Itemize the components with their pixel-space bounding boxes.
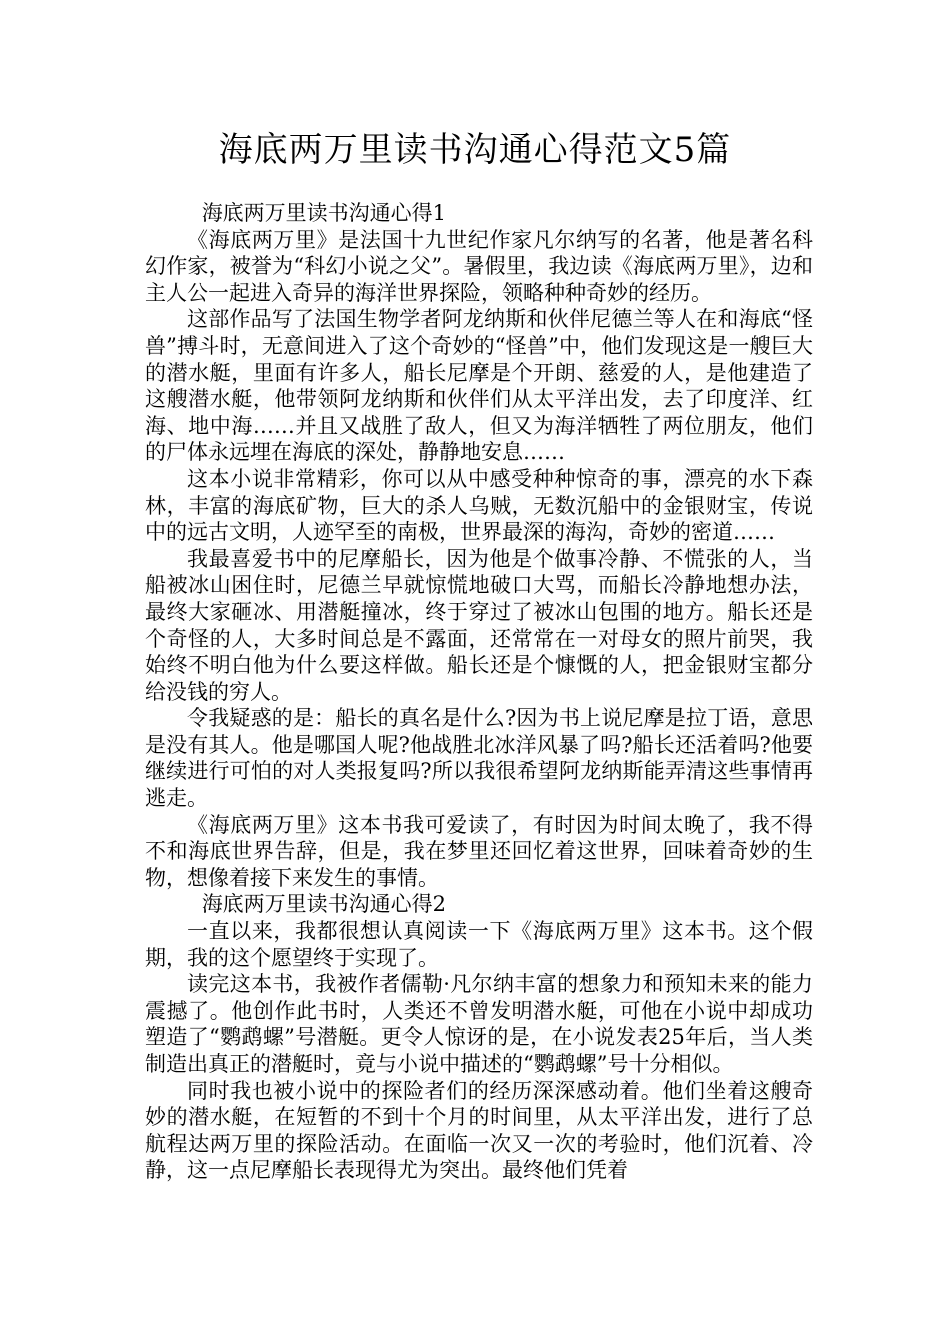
document-body	[145, 200, 813, 1184]
paragraph: 一直以来，我都很想认真阅读一下《海底两万里》这本书。这个假期，我的这个愿望终于实现了。	[145, 919, 813, 970]
paragraph: 《海底两万里》是法国十九世纪作家凡尔纳写的名著，他是著名科幻作家，被誉为“科幻小说之父”。暑假里，我边读《海底两万里》，边和主人公一起进入奇异的海洋世界探险，领略种种奇妙的经历。	[145, 227, 813, 305]
paragraph: 我最喜爱书中的尼摩船长，因为他是个做事冷静、不慌张的人，当船被冰山困住时，尼德兰早就惊慌地破口大骂，而船长冷静地想办法，最终大家砸冰、用潜艇撞冰，终于穿过了被冰山包围的地方。船长还是个奇怪的人，大多时间总是不露面，还常常在一对母女的照片前哭，我始终不明白他为什么要这样做。船长还是个慷慨的人，把金银财宝都分给没钱的穷人。	[145, 546, 813, 704]
document-title: 海底两万里读书沟通心得范文5篇	[218, 130, 732, 170]
paragraph: 令我疑惑的是：船长的真名是什么?因为书上说尼摩是拉丁语，意思是没有其人。他是哪国人呢?他战胜北冰洋风暴了吗?船长还活着吗?他要继续进行可怕的对人类报复吗?所以我很希望阿龙纳斯能弄清这些事情再逃走。	[145, 706, 813, 811]
paragraph: 《海底两万里》这本书我可爱读了，有时因为时间太晚了，我不得不和海底世界告辞，但是，我在梦里还回忆着这世界，回味着奇妙的生物，想像着接下来发生的事情。	[145, 812, 813, 890]
paragraph: 读完这本书，我被作者儒勒·凡尔纳丰富的想象力和预知未来的能力震撼了。他创作此书时，人类还不曾发明潜水艇，可他在小说中却成功塑造了“鹦鹉螺”号潜艇。更令人惊讶的是，在小说发表25年后，当人类制造出真正的潜艇时，竟与小说中描述的“鹦鹉螺”号十分相似。	[145, 972, 813, 1076]
paragraph: 同时我也被小说中的探险者们的经历深深感动着。他们坐着这艘奇妙的潜水艇，在短暂的不到十个月的时间里，从太平洋出发，进行了总航程达两万里的探险活动。在面临一次又一次的考验时，他们沉着、冷静，这一点尼摩船长表现得尤为突出。最终他们凭着	[145, 1078, 813, 1183]
section-heading: 海底两万里读书沟通心得2	[201, 892, 447, 917]
paragraph: 这部作品写了法国生物学者阿龙纳斯和伙伴尼德兰等人在和海底“怪兽”搏斗时，无意间进入了这个奇妙的“怪兽”中，他们发现这是一艘巨大的潜水艇，里面有许多人，船长尼摩是个开朗、慈爱的人，是他建造了这艘潜水艇，他带领阿龙纳斯和伙伴们从太平洋出发，去了印度洋、红海、地中海……并且又战胜了敌人，但又为海洋牺牲了两位朋友，他们的尸体永远埋在海底的深处，静静地安息……	[145, 307, 813, 465]
section-heading: 海底两万里读书沟通心得1	[201, 201, 447, 225]
paragraph: 这本小说非常精彩，你可以从中感受种种惊奇的事，漂亮的水下森林，丰富的海底矿物，巨大的杀人乌贼，无数沉船中的金银财宝，传说中的远古文明，人迹罕至的南极，世界最深的海沟，奇妙的密道……	[145, 466, 813, 545]
